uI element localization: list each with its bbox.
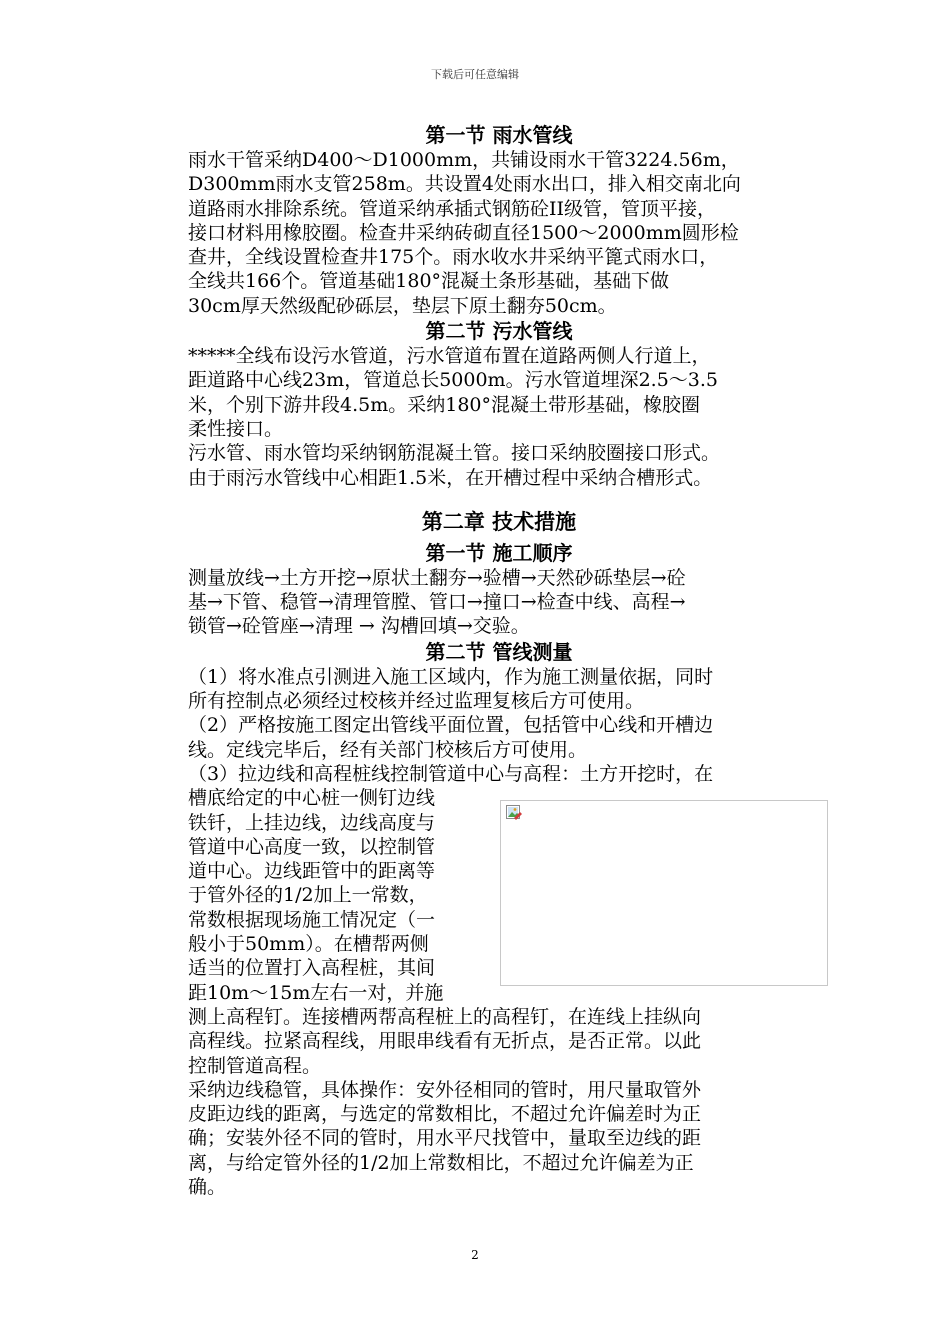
section-title-survey: 第二节 管线测量 <box>425 639 573 664</box>
text-line: 道路雨水排除系统。管道采纳承插式钢筋砼II级管，管顶平接， <box>188 197 717 220</box>
text-line: 常数根据现场施工情况定（一 <box>188 908 436 931</box>
text-line: 高程线。拉紧高程线，用眼串线看有无折点，是否正常。以此 <box>188 1030 702 1053</box>
embedded-image-placeholder <box>500 800 828 986</box>
section-body-sewage <box>188 344 810 490</box>
text-line: 锁管→砼管座→清理 → 沟槽回填→交验。 <box>188 615 530 638</box>
text-line: 于管外径的1/2加上一常数， <box>188 884 428 907</box>
broken-image-icon <box>506 805 522 821</box>
section-title-rainwater: 第一节 雨水管线 <box>425 123 573 147</box>
text-line: 柔性接口。 <box>188 417 284 440</box>
text-line: 所有控制点必须经过校核并经过监理复核后方可使用。 <box>188 690 645 713</box>
text-line: 30cm厚天然级配砂砾层，垫层下原土翻夯50cm。 <box>188 294 617 317</box>
chapter-title: 第二章 技术措施 <box>421 508 577 534</box>
text-line: 道中心。边线距管中的距离等 <box>188 860 436 883</box>
section-title-sewage: 第二节 污水管线 <box>425 319 573 344</box>
section-body-rainwater <box>188 148 810 318</box>
section-body-sequence <box>188 566 810 639</box>
text-line: 铁钎，上挂边线，边线高度与 <box>188 811 436 834</box>
text-line: 离，与给定管外径的1/2加上常数相比，不超过允许偏差为正 <box>188 1151 694 1174</box>
text-line: 确；安装外径不同的管时，用水平尺找管中，量取至边线的距 <box>188 1127 702 1150</box>
text-line: 距道路中心线23m，管道总长5000m。污水管道埋深2.5～3.5 <box>188 369 718 392</box>
text-line: （2）严格按施工图定出管线平面位置，包括管中心线和开槽边 <box>188 714 714 737</box>
document-body <box>188 122 810 1199</box>
text-line: 适当的位置打入高程桩，其间 <box>188 957 436 980</box>
text-line: 控制管道高程。 <box>188 1054 322 1077</box>
text-line: 采纳边线稳管，具体操作：安外径相同的管时，用尺量取管外 <box>188 1078 702 1101</box>
narrow-text-column <box>188 786 488 1005</box>
text-line: 皮距边线的距离，与选定的常数相比，不超过允许偏差时为正 <box>188 1103 702 1126</box>
text-line: 距10m～15m左右一对，并施 <box>188 981 444 1004</box>
text-with-image <box>188 786 810 1005</box>
text-line: 槽底给定的中心桩一侧钉边线 <box>188 787 436 810</box>
text-line: 般小于50mm）。在槽帮两侧 <box>188 933 429 956</box>
text-line: （1）将水准点引测进入施工区域内，作为施工测量依据，同时 <box>188 665 714 688</box>
text-line: 确。 <box>188 1175 227 1198</box>
text-line: 接口材料用橡胶圈。检查井采纳砖砌直径1500～2000mm圆形检 <box>188 221 739 244</box>
text-line: 污水管、雨水管均采纳钢筋混凝土管。接口采纳胶圈接口形式。 <box>188 442 721 465</box>
page-header: 下载后可任意编辑 <box>431 68 519 81</box>
text-line: 管道中心高度一致，以控制管 <box>188 835 436 858</box>
text-line: 测量放线→土方开挖→原状土翻夯→验槽→天然砂砾垫层→砼 <box>188 566 686 589</box>
text-line: 全线共166个。管道基础180°混凝土条形基础，基础下做 <box>188 270 670 293</box>
text-line: 由于雨污水管线中心相距1.5米，在开槽过程中采纳合槽形式。 <box>188 466 713 489</box>
text-line: 测上高程钉。连接槽两帮高程桩上的高程钉，在连线上挂纵向 <box>188 1005 702 1028</box>
text-line: （3）拉边线和高程桩线控制管道中心与高程：土方开挖时，在 <box>188 762 714 785</box>
text-line: 雨水干管采纳D400～D1000mm，共铺设雨水干管3224.56m， <box>188 149 740 171</box>
text-line: 基→下管、稳管→清理管膛、管口→撞口→检查中线、高程→ <box>188 591 686 614</box>
text-line: D300mm雨水支管258m。共设置4处雨水出口，排入相交南北向 <box>188 173 741 196</box>
section-title-sequence: 第一节 施工顺序 <box>425 540 573 565</box>
text-line: 查井，全线设置检查井175个。雨水收水井采纳平篦式雨水口， <box>188 246 719 269</box>
text-line: 米，个别下游井段4.5m。采纳180°混凝土带形基础，橡胶圈 <box>188 393 700 416</box>
text-line: *****全线布设污水管道，污水管道布置在道路两侧人行道上， <box>188 345 711 368</box>
page-number: 2 <box>471 1248 479 1262</box>
section-body-survey <box>188 665 810 1200</box>
text-line: 线。定线完毕后，经有关部门校核后方可使用。 <box>188 738 588 761</box>
